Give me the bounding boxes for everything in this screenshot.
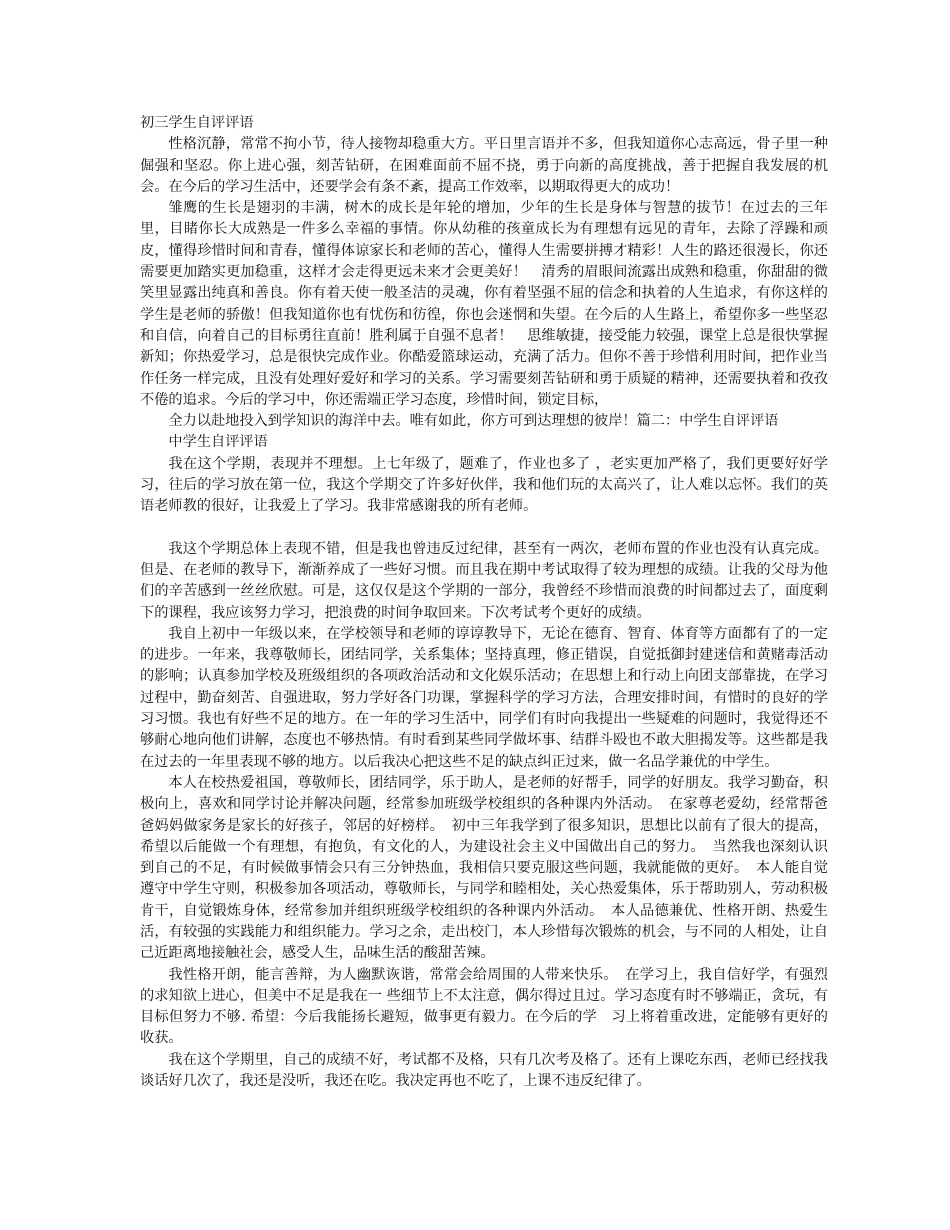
paragraph: 性格沉静，常常不拘小节，待人接物却稳重大方。平日里言语并不多，但我知道你心志高远，骨子里一种倔强和坚忍。你上进心强，刻苦钻研，在困难面前不屈不挠，勇于向新的高度挑战，善于把握自我发展的机会。在今后的学习生活中，还要学会有条不紊，提高工作效率，以期取得更大的成功！	[140, 136, 828, 195]
paragraph: 我在这个学期里，自己的成绩不好，考试都不及格，只有几次考及格了。还有上课吃东西，老师已经找我谈话好几次了，我还是没听，我还在吃。我决定再也不吃了，上课不违反纪律了。	[140, 1051, 828, 1090]
paragraph: 我这个学期总体上表现不错，但是我也曾违反过纪律，甚至有一两次，老师布置的作业也没有认真完成。但是、在老师的教导下，渐渐养成了一些好习惯。而且我在期中考试取得了较为理想的成绩。让我的父母为他们的辛苦感到一丝丝欣慰。可是，这仅仅是这个学期的一部分，我曾经不珍惜而浪费的时间都过去了，面度剩下的课程，我应该努力学习，把浪费的时间争取回来。下次考试考个更好的成绩。	[140, 540, 828, 621]
paragraph: 我性格开朗，能言善辩，为人幽默诙谐，常常会给周围的人带来快乐。 在学习上，我自信好学，有强烈的求知欲上进心，但美中不足是我在一 些细节上不太注意，偶尔得过且过。学习态度有时不够端正，贪玩，有 目标但努力不够. 希望：今后我能扬长避短，做事更有毅力。在今后的学 习上将着重改进，定能够有更好的收获。	[140, 966, 843, 1047]
paragraph: 本人在校热爱祖国，尊敬师长，团结同学，乐于助人，是老师的好帮手，同学的好朋友。我学习勤奋，积极向上，喜欢和同学讨论并解决问题，经常参加班级学校组织的各种课内外活动。 在家尊老爱幼，经常帮爸爸妈妈做家务是家长的好孩子，邻居的好榜样。 初中三年我学到了很多知识，思想比以前有了很大的提高，希望以后能做一个有理想，有抱负，有文化的人，为建设社会主义中国做出自己的努力。 当然我也深刻认识到自己的不足，有时候做事情会只有三分钟热血，我相信只要克服这些问题，我就能做的更好。 本人能自觉遵守中学生守则，积极参加各项活动，尊敬师长，与同学和睦相处，关心热爱集体，乐于帮助别人，劳动积极肯干，自觉锻炼身体，经常参加并组织班级学校组织的各种课内外活动。 本人品德兼优、性格开朗、热爱生活，有较强的实践能力和组织能力。学习之余，走出校门，本人珍惜每次锻炼的机会，与不同的人相处，让自己近距离地接触社会，感受人生，品味生活的酸甜苦辣。	[140, 774, 828, 962]
paragraph: 雏鹰的生长是翅羽的丰满，树木的成长是年轮的增加，少年的生长是身体与智慧的拔节！在过去的三年里，目睹你长大成熟是一件多么幸福的事情。你从幼稚的孩童成长为有理想有远见的青年，去除了浮躁和顽皮，懂得珍惜时间和青春，懂得体谅家长和老师的苦心，懂得人生需要拼搏才精彩！人生的路还很漫长，你还需要更加踏实更加稳重，这样才会走得更远未来才会更美好！ 清秀的眉眼间流露出成熟和稳重，你甜甜的微笑里显露出纯真和善良。你有着天使一般圣洁的灵魂，你有着坚强不屈的信念和执着的人生追求，有你这样的学生是老师的骄傲！但我知道你也有忧伤和彷徨，你也会迷惘和失望。在今后的人生路上，希望你多一些坚忍和自信，向着自己的目标勇往直前！胜利属于自强不息者！ 思维敏捷，接受能力较强，课堂上总是很快掌握新知；你热爱学习，总是很快完成作业。你酷爱篮球运动，充满了活力。但你不善于珍惜利用时间，把作业当作任务一样完成，且没有处理好爱好和学习的关系。学习需要刻苦钻研和勇于质疑的精神，还需要执着和孜孜不倦的追求。今后的学习中，你还需端正学习态度，珍惜时间，锁定目标，	[140, 200, 828, 408]
paragraph: 我在这个学期，表现并不理想。上七年级了，题难了，作业也多了 ，老实更加严格了，我们更要好好学习，往后的学习放在第一位，我这个学期交了许多好伙伴，我和他们玩的太高兴了，让人难以忘怀。我们的英语老师教的很好，让我爱上了学习。我非常感谢我的所有老师。	[140, 455, 828, 515]
blank-line	[140, 518, 828, 539]
document-body	[140, 113, 843, 1092]
document-title: 初三学生自评评语	[140, 115, 254, 131]
paragraph: 我自上初中一年级以来，在学校领导和老师的谆谆教导下，无论在德育、智育、体育等方面都有了的一定的进步。一年来，我尊敬师长，团结同学，关系集体；坚持真理，修正错误，自觉抵御封建迷信和黄赌毒活动的影响；认真参加学校及班级组织的各项政治活动和文化娱乐活动；在思想上和行动上向团支部靠拢，在学习过程中，勤奋刻苦、自强进取，努力学好各门功课，掌握科学的学习方法，合理安排时间，有惜时的良好的学习习惯。我也有好些不足的地方。在一年的学习生活中，同学们有时向我提出一些疑难的问题时，我觉得还不够耐心地向他们讲解，态度也不够热情。有时看到某些同学做坏事、结群斗殴也不敢大胆揭发等。这些都是我在过去的一年里表现不够的地方。以后我决心把这些不足的缺点纠正过来，做一名品学兼优的中学生。	[140, 625, 828, 770]
paragraph: 全力以赴地投入到学知识的海洋中去。唯有如此，你方可到达理想的彼岸！篇二：中学生自评评语	[168, 413, 779, 430]
section-heading: 中学生自评评语	[168, 434, 268, 451]
